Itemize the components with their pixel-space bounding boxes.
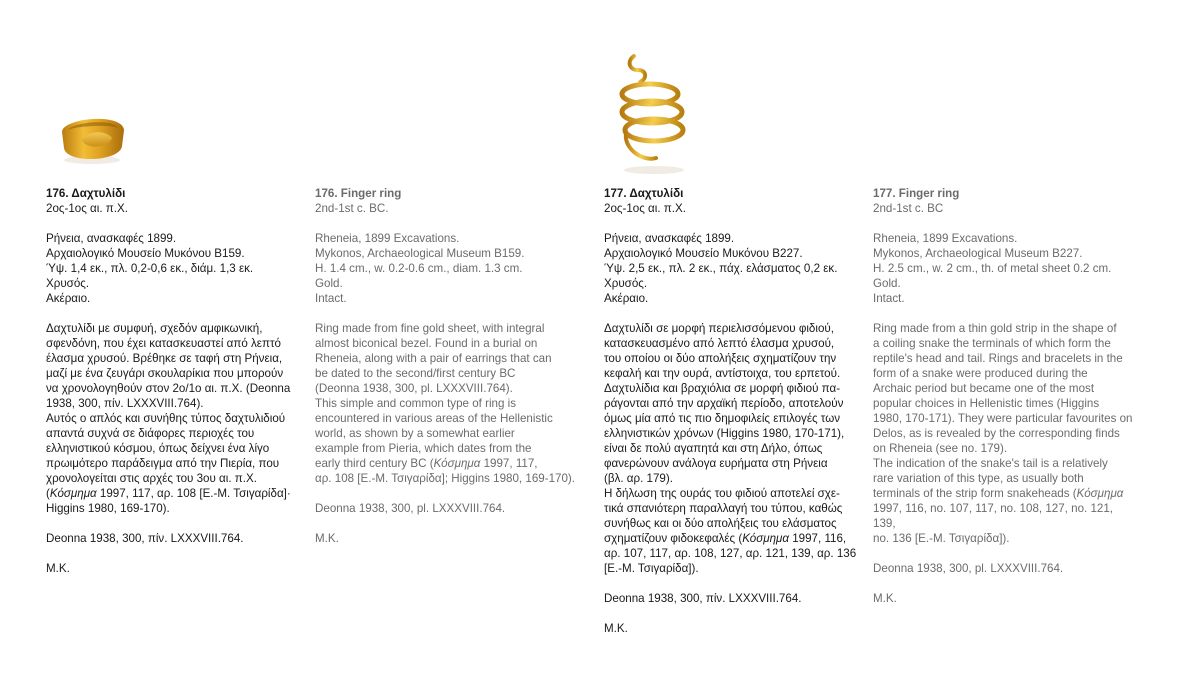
desc-line: Delos, as is revealed by the corresponding finds [873,427,1120,440]
entry-author: M.K. [315,532,339,545]
desc-line: Δαχτυλίδι σε μορφή περιελισσόμενου φιδιού, [604,322,834,335]
entry-176-greek [46,186,308,576]
desc-line: form of a snake were produced during the [873,367,1088,380]
entry-title: 177. Finger ring [873,187,960,200]
ring-177-photo [612,48,692,176]
desc-line: ελληνιστικών χρόνων (Higgins 1980, 170-171), [604,427,845,440]
desc-line: μαζί με ένα ζευγάρι σκουλαρίκια που μπορούν [46,367,284,380]
entry-title: 176. Finger ring [315,187,402,200]
desc-line: no. 136 [Ε.-Μ. Τσιγαρίδα]). [873,532,1010,545]
desc-line: Rheneia, along with a pair of earrings that can [315,352,552,365]
desc-line: έλασμα χρυσού. Βρέθηκε σε ταφή στη Ρήνεια, [46,352,283,365]
entry-author: M.K. [873,592,897,605]
entry-reference: Deonna 1938, 300, pl. LXXXVIII.764. [873,562,1064,575]
italic-citation: Κόσμημα [433,457,481,470]
desc-line: σφενδόνη, που έχει κατασκευαστεί από λεπτό [46,337,281,350]
entry-condition: Ακέραιο. [46,292,91,305]
desc-line: αρ. 108 [Ε.-Μ. Τσιγαρίδα]; Higgins 1980, 169-170). [315,472,576,485]
citation-rest: 1997, 117, [480,457,538,470]
entry-date: 2nd-1st c. BC [873,202,944,215]
desc-line: Ring made from fine gold sheet, with integral [315,322,545,335]
desc-line: The indication of the snake's tail is a relatively [873,457,1108,470]
desc-line: Archaic period but became one of the most [873,382,1095,395]
entry-provenance: Ρήνεια, ανασκαφές 1899. [46,232,177,245]
citation-rest: 1997, 116, [788,532,847,545]
citation-lead: terminals of the strip form snakeheads ( [873,487,1077,500]
desc-line: Ring made from a thin gold strip in the shape of [873,322,1117,335]
desc-line: ελληνιστικού κόσμου, όπως δείχνει ένα λίγο [46,442,270,455]
desc-line: Δαχτυλίδι με συμφυή, σχεδόν αμφικωνική, [46,322,263,335]
desc-line: a coiling snake the terminals of which form the [873,337,1111,350]
desc-line: popular choices in Hellenistic times (Higgins [873,397,1100,410]
desc-line: world, as shown by a somewhat earlier [315,427,515,440]
desc-line: φανερώνουν ανάλογα ευρήματα στη Ρήνεια [604,457,828,470]
citation-rest: 1997, 117, αρ. 108 [Ε.-Μ. Τσιγαρίδα]· [96,487,291,500]
desc-line: αρ. 107, 117, αρ. 108, 127, αρ. 121, 139, αρ. 136 [604,547,857,560]
italic-citation: Κόσμημα [1076,487,1124,500]
entry-title: 176. Δαχτυλίδι [46,187,126,200]
desc-line [604,531,866,546]
desc-line: on Rheneia (see no. 179). [873,442,1008,455]
desc-line: όμως μία από τις πιο δημοφιλείς επιλογές των [604,412,841,425]
desc-line: rare variation of this type, as usually both [873,472,1084,485]
entry-museum: Αρχαιολογικό Μουσείο Μυκόνου Β159. [46,247,245,260]
entry-dimensions: Ύψ. 1,4 εκ., πλ. 0,2-0,6 εκ., διάμ. 1,3 εκ. [46,262,254,275]
desc-line: 1997, 116, no. 107, 117, no. 108, 127, no. 121, 139, [873,502,1114,530]
entry-author: Μ.Κ. [604,622,628,635]
desc-line: είναι δε πολύ αγαπητά και στη Δήλο, όπως [604,442,823,455]
italic-citation: Κόσμημα [49,487,97,500]
desc-line: (Κόσμημα 1997, 117, αρ. 108 [Ε.-Μ. Τσιγαρίδα]· [46,487,291,500]
entry-condition: Intact. [315,292,347,305]
desc-line: Η δήλωση της ουράς του φιδιού αποτελεί σχε- [604,487,840,500]
desc-line: (βλ. αρ. 179). [604,472,673,485]
italic-citation: Κόσμημα [742,532,789,545]
entry-provenance: Rheneia, 1899 Excavations. [315,232,460,245]
desc-line: (Deonna 1938, 300, pl. LXXXVIII.764). [315,382,513,395]
entry-176-english [315,186,577,546]
entry-reference: Deonna 1938, 300, pl. LXXXVIII.764. [315,502,506,515]
entry-dimensions: H. 1.4 cm., w. 0.2-0.6 cm., diam. 1.3 cm. [315,262,523,275]
entry-date: 2ος-1ος αι. π.Χ. [46,202,128,215]
entry-dimensions: H. 2.5 cm., w. 2 cm., th. of metal sheet 0.2 cm. [873,262,1112,275]
desc-line: encountered in various areas of the Hellenistic [315,412,553,425]
entry-provenance: Rheneia, 1899 Excavations. [873,232,1018,245]
desc-line: Higgins 1980, 169-170). [46,502,170,515]
desc-line: [Ε.-Μ. Τσιγαρίδα]). [604,562,699,575]
entry-author: Μ.Κ. [46,562,70,575]
ring-176-photo [52,100,132,166]
desc-line: κατασκευασμένο από λεπτό έλασμα χρυσού, [604,337,835,350]
snake-ring-icon [612,48,692,176]
desc-line: almost biconical bezel. Found in a burial on [315,337,538,350]
entry-title: 177. Δαχτυλίδι [604,187,684,200]
entry-provenance: Ρήνεια, ανασκαφές 1899. [604,232,735,245]
desc-line: κεφαλή και την ουρά, αντίστοιχα, του ερπετού. [604,367,841,380]
entry-177-greek [604,186,866,636]
desc-line: 1938, 300, πίν. LXXXVIII.764). [46,397,204,410]
desc-line: συνήθως και οι δύο απολήξεις του ελάσματος [604,517,837,530]
desc-line: του οποίου οι δύο απολήξεις σχηματίζουν την [604,352,837,365]
entry-material: Χρυσός. [604,277,648,290]
desc-line: This simple and common type of ring is [315,397,517,410]
citation-lead: σχηματίζουν φιδοκεφαλές ( [604,532,743,545]
desc-line: Αυτός ο απλός και συνήθης τύπος δαχτυλιδιού [46,412,286,425]
entry-condition: Ακέραιο. [604,292,649,305]
entry-reference: Deonna 1938, 300, πίν. LXXXVIII.764. [46,532,244,545]
desc-line [315,456,577,471]
citation-lead: early third century BC ( [315,457,434,470]
entry-material: Gold. [315,277,343,290]
entry-reference: Deonna 1938, 300, πίν. LXXXVIII.764. [604,592,802,605]
entry-museum: Mykonos, Archaeological Museum B227. [873,247,1083,260]
desc-line: να χρονολογηθούν στον 2ο/1ο αι. π.Χ. (Deonna [46,382,291,395]
entry-museum: Αρχαιολογικό Μουσείο Μυκόνου Β227. [604,247,803,260]
desc-line: example from Pieria, which dates from the [315,442,532,455]
desc-line: reptile's head and tail. Rings and bracelets in the [873,352,1123,365]
desc-line: χρονολογείται στις αρχές του 3ου αι. π.Χ. [46,472,257,485]
entry-dimensions: Ύψ. 2,5 εκ., πλ. 2 εκ., πάχ. ελάσματος 0,2 εκ. [604,262,838,275]
desc-line: be dated to the second/first century BC [315,367,516,380]
desc-line [873,486,1135,501]
desc-line: τικά σπανιότερη παραλλαγή του τύπου, καθώς [604,502,843,515]
desc-line: 1980, 170-171). They were particular favourites on [873,412,1133,425]
entry-material: Gold. [873,277,901,290]
entry-date: 2ος-1ος αι. π.Χ. [604,202,686,215]
entry-museum: Mykonos, Archaeological Museum B159. [315,247,525,260]
entry-177-english [873,186,1135,606]
entry-condition: Intact. [873,292,905,305]
gold-ring-icon [52,100,132,166]
entry-date: 2nd-1st c. BC. [315,202,389,215]
entry-material: Χρυσός. [46,277,90,290]
desc-line: απαντά συχνά σε διάφορες περιοχές του [46,427,255,440]
desc-line: Δαχτυλίδια και βραχιόλια σε μορφή φιδιού πα- [604,382,841,395]
desc-line: ράγονται από την αρχαϊκή περίοδο, αποτελούν [604,397,844,410]
desc-line: πρωιμότερο παράδειγμα από την Πιερία, που [46,457,280,470]
